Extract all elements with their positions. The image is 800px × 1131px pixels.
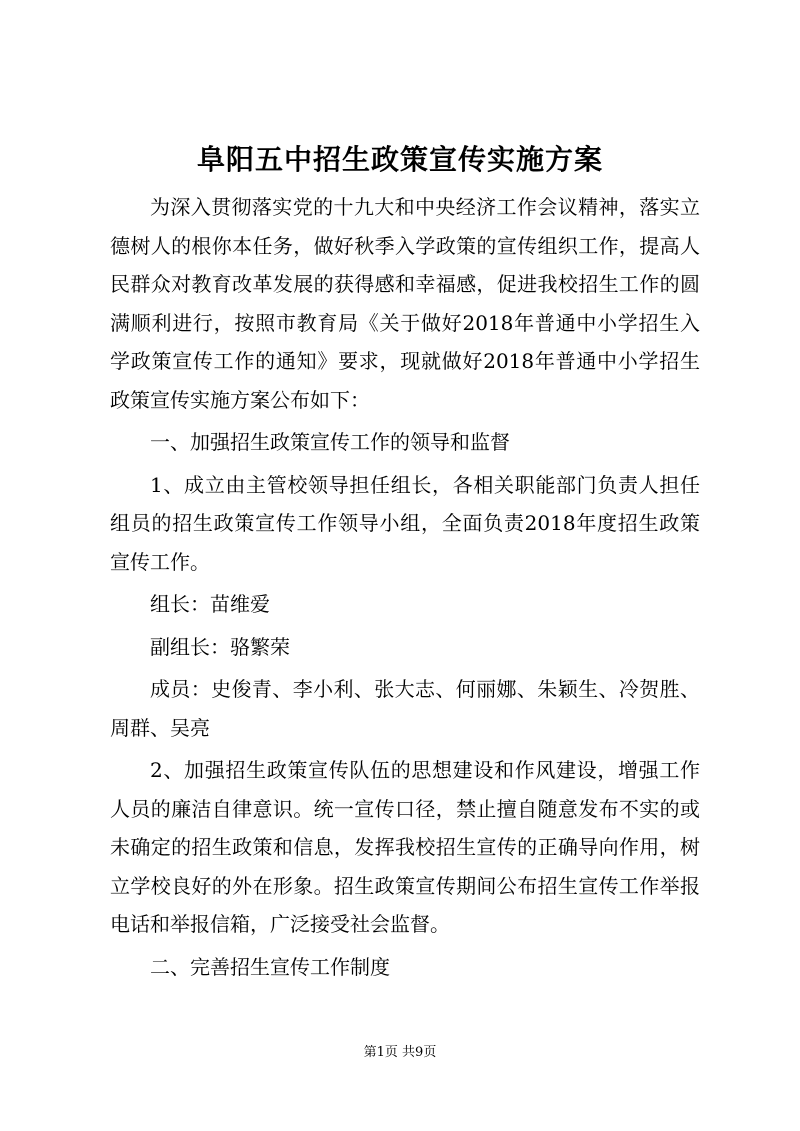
members-line: 成员：史俊青、李小利、张大志、何丽娜、朱颖生、冷贺胜、周群、吴亮	[110, 677, 700, 740]
section-heading-1: 一、加强招生政策宣传工作的领导和监督	[150, 430, 510, 454]
page-number-footer: 第1页 共9页	[363, 1045, 437, 1060]
document-title: 阜阳五中招生政策宣传实施方案	[196, 143, 603, 176]
deputy-leader-line: 副组长：骆繁荣	[150, 634, 290, 659]
group-leader-line: 组长：苗维爱	[150, 592, 270, 616]
item-paragraph-1: 1、成立由主管校领导担任组长，各相关职能部门负责人担任组员的招生政策宣传工作领导小组，全面负责2018年度招生政策宣传工作。	[110, 472, 700, 574]
item-paragraph-2: 2、加强招生政策宣传队伍的思想建设和作风建设，增强工作人员的廉洁自律意识。统一宣传口径，禁止擅自随意发布不实的或未确定的招生政策和信息，发挥我校招生宣传的正确导向作用，树立学校良好的外在形象。招生政策宣传期间公布招生宣传工作举报电话和举报信箱，广泛接受社会监督。	[110, 758, 700, 936]
intro-paragraph: 为深入贯彻落实党的十九大和中央经济工作会议精神，落实立德树人的根你本任务，做好秋季入学政策的宣传组织工作，提高人民群众对教育改革发展的获得感和幸福感，促进我校招生工作的圆满顺利进行，按照市教育局《关于做好2018年普通中小学招生入学政策宣传工作的通知》要求，现就做好2018年普通中小学招生政策宣传实施方案公布如下：	[110, 195, 700, 412]
document-body	[110, 188, 700, 986]
section-heading-2: 二、完善招生宣传工作制度	[150, 954, 390, 979]
